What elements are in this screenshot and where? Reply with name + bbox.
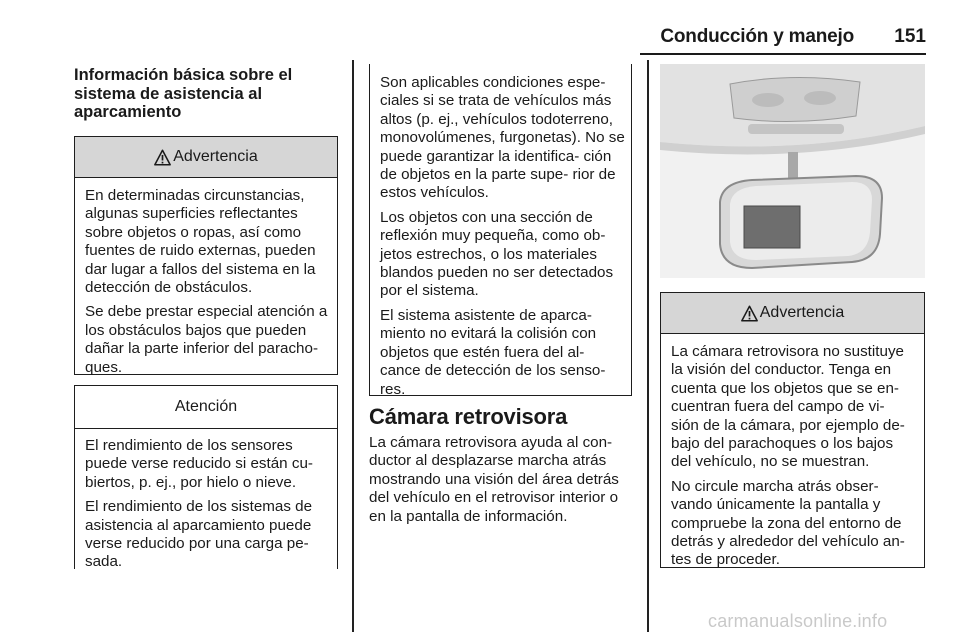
notice-title: Atención [174, 398, 238, 415]
warning-box-sensors [74, 136, 338, 375]
page-number: 151 [894, 26, 926, 47]
warning-paragraph: En determinadas circunstancias, algunas superficies reflectantes sobre objetos o ropas, así como fuentes de ruido externas, pueden dar lugar a fallos del sistema en la detección de obstáculos. [85, 187, 316, 297]
warning-triangle-icon [154, 149, 171, 166]
warning-title: Advertencia [173, 148, 258, 165]
section-title: Conducción y manejo [660, 26, 854, 47]
notice-paragraph: El rendimiento de los sistemas de asistencia al aparcamiento puede verse reducido por una carga pe- sada. [85, 498, 313, 571]
box-paragraph: Los objetos con una sección de reflexión muy pequeña, como ob- jetos estrechos, o los materiales blandos pueden no ser detectados por el sistema. [380, 208, 614, 300]
notice-box [74, 385, 338, 569]
page-header [640, 26, 926, 52]
rear-camera-heading: Cámara retrovisora [369, 404, 568, 429]
rear-camera-text: La cámara retrovisora ayuda al con- ductor al desplazarse marcha atrás mostrando una visión del área detrás del vehículo en el retrovisor interior o en la pantalla de información. [369, 434, 619, 525]
rearview-mirror-photo [660, 64, 925, 278]
header-rule [640, 53, 926, 55]
warning-paragraph: No circule marcha atrás obser- vando únicamente la pantalla y compruebe la zona del entorno de detrás y alrededor del vehículo an- tes de proceder. [671, 477, 905, 569]
rear-camera-section [369, 404, 635, 526]
box-paragraph: Son aplicables condiciones espe- ciales si se trata de vehículos más altos (p. ej., vehículos todoterreno, monovolúmenes, furgonetas). No se puede garantizar la identifica- ción de objetos en la parte supe- rior de estos vehículos. [380, 74, 625, 202]
continued-warning-box [369, 64, 632, 396]
warning-paragraph: La cámara retrovisora no sustituye la visión del conductor. Tenga en cuenta que los objetos que se en- cuentran fuera del campo de vi- sión de la cámara, por ejemplo de- bajo del parachoques o los bajos del vehículo, no se muestran. [671, 343, 905, 471]
warning-triangle-icon [741, 305, 758, 322]
warning-body [75, 178, 337, 385]
column-divider [647, 60, 649, 632]
warning-header [661, 293, 924, 334]
notice-paragraph: El rendimiento de los sensores puede verse reducido si están cu- biertos, p. ej., por hielo o nieve. [85, 437, 313, 491]
warning-box-camera [660, 292, 925, 568]
column-divider [352, 60, 354, 632]
notice-body [75, 429, 337, 572]
warning-header [75, 137, 337, 178]
notice-header [75, 386, 337, 429]
warning-body [661, 334, 924, 578]
continued-warning-body [370, 64, 631, 399]
box-paragraph: El sistema asistente de aparca- miento no evitará la colisión con objetos que estén fuera del al- cance de detección de los senso- res. [380, 306, 606, 398]
column-1 [74, 66, 336, 122]
watermark: carmanualsonline.info [708, 611, 888, 631]
warning-title: Advertencia [759, 304, 845, 321]
warning-paragraph: Se debe prestar especial atención a los obstáculos bajos que pueden dañar la parte inferior del paracho- ques. [85, 303, 328, 376]
section-heading: Información básica sobre el sistema de asistencia al aparcamiento [74, 66, 293, 121]
